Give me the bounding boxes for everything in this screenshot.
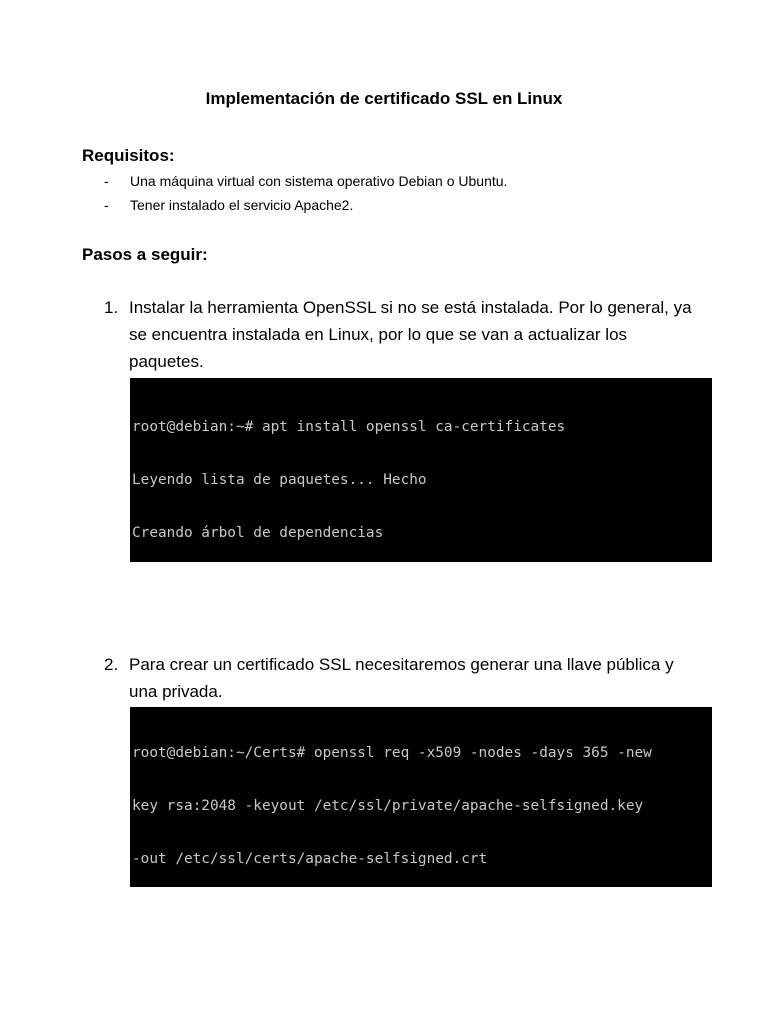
requirements-heading: Requisitos: [82, 146, 175, 165]
document-title: Implementación de certificado SSL en Linux [205, 89, 563, 108]
requirement-item [104, 173, 507, 189]
step-text: Instalar la herramienta OpenSSL si no se está instalada. Por lo general, ya se encuentra instalada en Linux, por lo que se van a actualizar los paquetes. [129, 298, 692, 371]
terminal-line: Leyendo lista de paquetes... Hecho [132, 471, 427, 488]
terminal-line: root@debian:~# apt install openssl ca-certificates [132, 419, 566, 436]
step-item [104, 294, 694, 375]
terminal-line: -out /etc/ssl/certs/apache-selfsigned.crt [132, 850, 488, 867]
terminal-line: Creando árbol de dependencias [132, 524, 384, 541]
terminal-screenshot-1 [130, 378, 712, 562]
terminal-line: root@debian:~/Certs# openssl req -x509 -nodes -days 365 -new [132, 745, 652, 762]
step-number: 2. [104, 655, 119, 674]
step-number: 1. [104, 298, 119, 317]
step-text: Para crear un certificado SSL necesitaremos generar una llave pública y una privada. [129, 655, 674, 701]
steps-heading: Pasos a seguir: [82, 245, 208, 264]
terminal-line: key rsa:2048 -keyout /etc/ssl/private/apache-selfsigned.key [132, 797, 644, 814]
bullet-dash: - [104, 173, 109, 189]
requirement-item [104, 197, 353, 213]
step-item [104, 651, 694, 705]
requirement-text: Tener instalado el servicio Apache2. [130, 197, 354, 213]
terminal-screenshot-2 [130, 707, 712, 887]
bullet-dash: - [104, 197, 109, 213]
requirement-text: Una máquina virtual con sistema operativo Debian o Ubuntu. [130, 173, 508, 189]
